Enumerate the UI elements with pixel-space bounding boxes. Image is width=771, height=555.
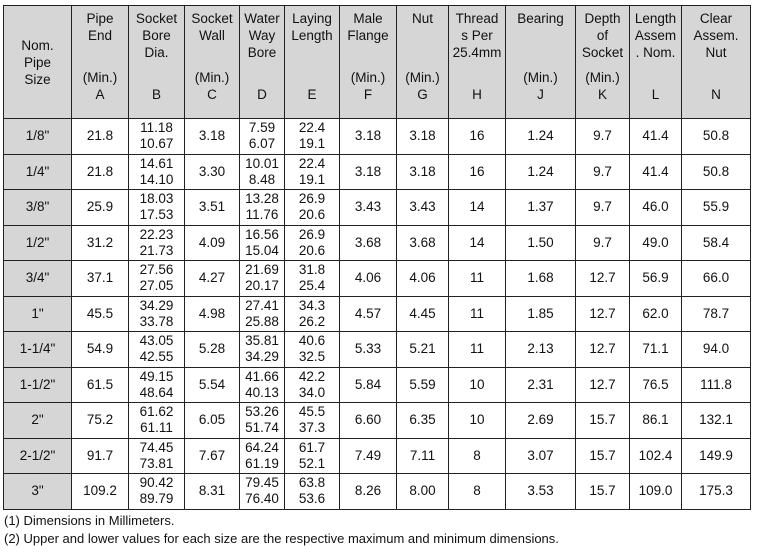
- min-value: 61.11: [140, 420, 173, 436]
- min-value: 25.88: [245, 313, 279, 329]
- range-cell-b: [129, 119, 185, 155]
- value-cell-j: 1.24: [506, 119, 576, 155]
- min-value: 20.17: [245, 278, 279, 294]
- value-cell-k: 9.7: [576, 225, 630, 261]
- header-letter: B: [151, 87, 161, 102]
- max-value: 26.9: [298, 226, 326, 242]
- min-value: 89.79: [139, 491, 174, 507]
- size-cell: 1": [4, 296, 72, 332]
- header-letter: N: [711, 87, 721, 102]
- value-cell-n: 175.3: [682, 474, 751, 510]
- header-label: Socket Wall: [191, 11, 233, 43]
- value-cell-n: 50.8: [682, 154, 751, 190]
- min-value: 33.78: [139, 313, 174, 329]
- header-col-h: [449, 6, 506, 119]
- min-value: 48.64: [139, 384, 174, 400]
- value-cell-g: 5.21: [397, 332, 449, 368]
- header-label: Laying Length: [291, 11, 333, 43]
- value-cell-l: 62.0: [630, 296, 682, 332]
- max-value: 61.62: [139, 404, 174, 420]
- value-cell-h: 11: [449, 261, 506, 297]
- value-cell-g: 4.45: [397, 296, 449, 332]
- table-row: [4, 296, 751, 332]
- value-cell-f: 5.33: [340, 332, 397, 368]
- footnotes: [4, 512, 559, 548]
- header-col-b: [129, 6, 185, 119]
- value-cell-n: 50.8: [682, 119, 751, 155]
- max-value: 13.28: [245, 191, 279, 207]
- value-cell-h: 8: [449, 474, 506, 510]
- header-letter: F: [363, 87, 373, 102]
- value-cell-c: 4.98: [185, 296, 240, 332]
- value-cell-j: 2.13: [506, 332, 576, 368]
- max-value: 22.4: [298, 155, 326, 171]
- range-cell-b: [129, 296, 185, 332]
- value-cell-a: 21.8: [72, 119, 129, 155]
- size-cell: 1/4": [4, 154, 72, 190]
- value-cell-j: 1.85: [506, 296, 576, 332]
- max-value: 21.69: [245, 262, 279, 278]
- min-value: 14.10: [139, 171, 174, 187]
- min-value: 8.48: [248, 171, 276, 187]
- value-cell-g: 3.18: [397, 119, 449, 155]
- value-cell-f: 3.18: [340, 154, 397, 190]
- value-cell-l: 56.9: [630, 261, 682, 297]
- value-cell-h: 14: [449, 225, 506, 261]
- max-value: 53.26: [245, 404, 279, 420]
- max-value: 42.2: [298, 368, 326, 384]
- min-value: 34.0: [298, 384, 326, 400]
- value-cell-c: 5.54: [185, 367, 240, 403]
- max-value: 40.6: [298, 333, 326, 349]
- range-cell-e: [285, 119, 340, 155]
- table-row: [4, 154, 751, 190]
- max-value: 41.66: [245, 368, 279, 384]
- value-cell-n: 94.0: [682, 332, 751, 368]
- value-cell-j: 1.24: [506, 154, 576, 190]
- value-cell-g: 7.11: [397, 438, 449, 474]
- value-cell-h: 10: [449, 367, 506, 403]
- value-cell-k: 15.7: [576, 438, 630, 474]
- min-value: 51.74: [245, 420, 279, 436]
- header-col-c: [185, 6, 240, 119]
- header-letter: G: [417, 87, 428, 102]
- header-min-note: (Min.): [350, 70, 386, 85]
- value-cell-f: 3.18: [340, 119, 397, 155]
- range-cell-e: [285, 296, 340, 332]
- min-value: 19.1: [298, 171, 326, 187]
- header-label: Clear Assem. Nut: [693, 11, 739, 60]
- min-value: 21.73: [139, 242, 174, 258]
- value-cell-c: 4.09: [185, 225, 240, 261]
- size-cell: 3": [4, 474, 72, 510]
- table-row: [4, 261, 751, 297]
- size-cell: 2-1/2": [4, 438, 72, 474]
- max-value: 64.24: [245, 439, 279, 455]
- header-letter: H: [472, 87, 482, 102]
- max-value: 49.15: [139, 368, 174, 384]
- max-value: 22.4: [298, 120, 326, 136]
- range-cell-b: [129, 154, 185, 190]
- value-cell-c: 6.05: [185, 403, 240, 439]
- value-cell-c: 3.18: [185, 119, 240, 155]
- header-min-note: (Min.): [82, 70, 118, 85]
- table-row: [4, 119, 751, 155]
- range-cell-e: [285, 332, 340, 368]
- header-letter: J: [537, 87, 544, 102]
- range-cell-d: [240, 296, 285, 332]
- value-cell-c: 7.67: [185, 438, 240, 474]
- table-body: [4, 119, 751, 510]
- value-cell-a: 21.8: [72, 154, 129, 190]
- min-value: 11.76: [245, 207, 279, 223]
- value-cell-n: 78.7: [682, 296, 751, 332]
- range-cell-d: [240, 154, 285, 190]
- min-value: 42.55: [139, 349, 174, 365]
- table-row: [4, 190, 751, 226]
- range-cell-d: [240, 403, 285, 439]
- value-cell-n: 55.9: [682, 190, 751, 226]
- header-col-j: [506, 6, 576, 119]
- max-value: 79.45: [245, 475, 279, 491]
- value-cell-a: 61.5: [72, 367, 129, 403]
- header-col-n: [682, 6, 751, 119]
- header-col-a: [72, 6, 129, 119]
- min-value: 76.40: [245, 491, 279, 507]
- value-cell-l: 41.4: [630, 154, 682, 190]
- value-cell-g: 3.43: [397, 190, 449, 226]
- range-cell-e: [285, 438, 340, 474]
- range-cell-b: [129, 403, 185, 439]
- range-cell-b: [129, 261, 185, 297]
- value-cell-a: 31.2: [72, 225, 129, 261]
- range-cell-e: [285, 367, 340, 403]
- max-value: 45.5: [298, 404, 326, 420]
- max-value: 22.23: [139, 226, 174, 242]
- range-cell-d: [240, 190, 285, 226]
- range-cell-e: [285, 190, 340, 226]
- min-value: 6.07: [248, 136, 276, 152]
- size-cell: 3/8": [4, 190, 72, 226]
- header-label: Bearing: [517, 11, 564, 26]
- header-min-note: (Min.): [585, 70, 620, 85]
- max-value: 31.8: [298, 262, 326, 278]
- value-cell-c: 3.30: [185, 154, 240, 190]
- min-value: 40.13: [245, 384, 279, 400]
- header-letter: C: [207, 87, 217, 102]
- value-cell-a: 37.1: [72, 261, 129, 297]
- value-cell-a: 45.5: [72, 296, 129, 332]
- value-cell-h: 11: [449, 332, 506, 368]
- header-letter: A: [95, 87, 105, 102]
- max-value: 11.18: [140, 120, 173, 136]
- value-cell-c: 5.28: [185, 332, 240, 368]
- value-cell-j: 3.07: [506, 438, 576, 474]
- header-min-note: (Min.): [194, 70, 230, 85]
- range-cell-d: [240, 261, 285, 297]
- value-cell-h: 8: [449, 438, 506, 474]
- header-col-f: [340, 6, 397, 119]
- value-cell-c: 3.51: [185, 190, 240, 226]
- max-value: 16.56: [245, 226, 279, 242]
- table-row: [4, 225, 751, 261]
- table-row: [4, 332, 751, 368]
- value-cell-j: 3.53: [506, 474, 576, 510]
- header-col-d: [240, 6, 285, 119]
- min-value: 20.6: [298, 207, 326, 223]
- min-value: 52.1: [298, 455, 326, 471]
- table-row: [4, 474, 751, 510]
- min-value: 61.19: [245, 455, 279, 471]
- value-cell-f: 4.06: [340, 261, 397, 297]
- value-cell-f: 4.57: [340, 296, 397, 332]
- value-cell-h: 14: [449, 190, 506, 226]
- size-cell: 1/2": [4, 225, 72, 261]
- value-cell-a: 91.7: [72, 438, 129, 474]
- max-value: 26.9: [298, 191, 326, 207]
- max-value: 61.7: [298, 439, 326, 455]
- value-cell-f: 3.43: [340, 190, 397, 226]
- value-cell-c: 8.31: [185, 474, 240, 510]
- min-value: 37.3: [298, 420, 326, 436]
- range-cell-d: [240, 367, 285, 403]
- range-cell-d: [240, 332, 285, 368]
- header-letter: L: [651, 87, 660, 102]
- max-value: 35.81: [245, 333, 279, 349]
- range-cell-d: [240, 119, 285, 155]
- value-cell-f: 8.26: [340, 474, 397, 510]
- value-cell-k: 15.7: [576, 403, 630, 439]
- value-cell-k: 9.7: [576, 190, 630, 226]
- value-cell-g: 5.59: [397, 367, 449, 403]
- header-nominal-pipe-size: [4, 6, 72, 119]
- range-cell-e: [285, 403, 340, 439]
- value-cell-f: 3.68: [340, 225, 397, 261]
- range-cell-b: [129, 438, 185, 474]
- value-cell-k: 12.7: [576, 332, 630, 368]
- header-col-e: [285, 6, 340, 119]
- header-label: Nom. Pipe Size: [21, 37, 54, 87]
- value-cell-l: 49.0: [630, 225, 682, 261]
- footnote-1: (1) Dimensions in Millimeters.: [4, 513, 175, 528]
- value-cell-c: 4.27: [185, 261, 240, 297]
- value-cell-g: 6.35: [397, 403, 449, 439]
- value-cell-l: 41.4: [630, 119, 682, 155]
- header-label: Male Flange: [347, 11, 389, 43]
- value-cell-n: 58.4: [682, 225, 751, 261]
- min-value: 32.5: [298, 349, 326, 365]
- value-cell-j: 2.31: [506, 367, 576, 403]
- value-cell-n: 149.9: [682, 438, 751, 474]
- value-cell-g: 3.68: [397, 225, 449, 261]
- min-value: 15.04: [245, 242, 279, 258]
- size-cell: 1-1/4": [4, 332, 72, 368]
- header-label: Water Way Bore: [244, 11, 280, 60]
- range-cell-d: [240, 474, 285, 510]
- value-cell-g: 8.00: [397, 474, 449, 510]
- header-label: Thread s Per 25.4mm: [452, 11, 502, 60]
- header-col-l: [630, 6, 682, 119]
- header-min-note: (Min.): [405, 70, 440, 85]
- footnote-2: (2) Upper and lower values for each size are the respective maximum and minimum dimensions.: [4, 531, 559, 546]
- value-cell-g: 4.06: [397, 261, 449, 297]
- table-row: [4, 403, 751, 439]
- value-cell-k: 9.7: [576, 119, 630, 155]
- header-min-note: (Min.): [523, 70, 558, 85]
- value-cell-j: 1.37: [506, 190, 576, 226]
- max-value: 27.41: [245, 297, 279, 313]
- range-cell-b: [129, 474, 185, 510]
- value-cell-k: 12.7: [576, 261, 630, 297]
- size-cell: 1/8": [4, 119, 72, 155]
- max-value: 43.05: [139, 333, 174, 349]
- header-label: Socket Bore Dia.: [135, 11, 178, 60]
- header-label: Depth of Socket: [581, 11, 624, 60]
- min-value: 27.05: [139, 278, 174, 294]
- value-cell-h: 16: [449, 154, 506, 190]
- max-value: 74.45: [139, 439, 174, 455]
- range-cell-b: [129, 332, 185, 368]
- size-cell: 3/4": [4, 261, 72, 297]
- max-value: 14.61: [139, 155, 174, 171]
- max-value: 34.3: [298, 297, 326, 313]
- value-cell-k: 12.7: [576, 367, 630, 403]
- min-value: 25.4: [298, 278, 326, 294]
- value-cell-f: 6.60: [340, 403, 397, 439]
- dimensions-table: [3, 5, 751, 510]
- table-row: [4, 438, 751, 474]
- header-letter: E: [307, 87, 317, 102]
- value-cell-l: 76.5: [630, 367, 682, 403]
- min-value: 19.1: [298, 136, 326, 152]
- value-cell-l: 109.0: [630, 474, 682, 510]
- value-cell-a: 25.9: [72, 190, 129, 226]
- min-value: 20.6: [298, 242, 326, 258]
- range-cell-d: [240, 438, 285, 474]
- max-value: 27.56: [139, 262, 174, 278]
- range-cell-e: [285, 474, 340, 510]
- value-cell-j: 1.50: [506, 225, 576, 261]
- range-cell-e: [285, 225, 340, 261]
- header-label: Nut: [411, 11, 433, 26]
- value-cell-a: 109.2: [72, 474, 129, 510]
- value-cell-n: 66.0: [682, 261, 751, 297]
- header-col-g: [397, 6, 449, 119]
- min-value: 26.2: [298, 313, 326, 329]
- value-cell-a: 75.2: [72, 403, 129, 439]
- min-value: 34.29: [245, 349, 279, 365]
- value-cell-n: 132.1: [682, 403, 751, 439]
- value-cell-h: 16: [449, 119, 506, 155]
- range-cell-d: [240, 225, 285, 261]
- value-cell-n: 111.8: [682, 367, 751, 403]
- min-value: 17.53: [139, 207, 174, 223]
- range-cell-b: [129, 190, 185, 226]
- value-cell-f: 7.49: [340, 438, 397, 474]
- max-value: 10.01: [245, 155, 279, 171]
- value-cell-a: 54.9: [72, 332, 129, 368]
- value-cell-f: 5.84: [340, 367, 397, 403]
- table-row: [4, 367, 751, 403]
- header-letter: D: [257, 87, 267, 102]
- range-cell-b: [129, 367, 185, 403]
- header-row: [4, 6, 751, 119]
- header-label: Pipe End: [86, 11, 114, 43]
- min-value: 53.6: [298, 491, 326, 507]
- value-cell-k: 12.7: [576, 296, 630, 332]
- header-letter: K: [597, 87, 607, 102]
- min-value: 73.81: [139, 455, 174, 471]
- value-cell-l: 102.4: [630, 438, 682, 474]
- max-value: 63.8: [298, 475, 326, 491]
- size-cell: 2": [4, 403, 72, 439]
- range-cell-e: [285, 154, 340, 190]
- min-value: 10.67: [139, 136, 174, 152]
- header-label: Length Assem . Nom.: [634, 11, 677, 60]
- max-value: 34.29: [139, 297, 174, 313]
- range-cell-b: [129, 225, 185, 261]
- value-cell-l: 46.0: [630, 190, 682, 226]
- range-cell-e: [285, 261, 340, 297]
- value-cell-l: 71.1: [630, 332, 682, 368]
- value-cell-h: 10: [449, 403, 506, 439]
- value-cell-j: 1.68: [506, 261, 576, 297]
- value-cell-k: 9.7: [576, 154, 630, 190]
- value-cell-j: 2.69: [506, 403, 576, 439]
- max-value: 18.03: [139, 191, 174, 207]
- max-value: 7.59: [248, 120, 276, 136]
- size-cell: 1-1/2": [4, 367, 72, 403]
- header-col-k: [576, 6, 630, 119]
- max-value: 90.42: [139, 475, 174, 491]
- value-cell-k: 15.7: [576, 474, 630, 510]
- value-cell-l: 86.1: [630, 403, 682, 439]
- value-cell-g: 3.18: [397, 154, 449, 190]
- value-cell-h: 11: [449, 296, 506, 332]
